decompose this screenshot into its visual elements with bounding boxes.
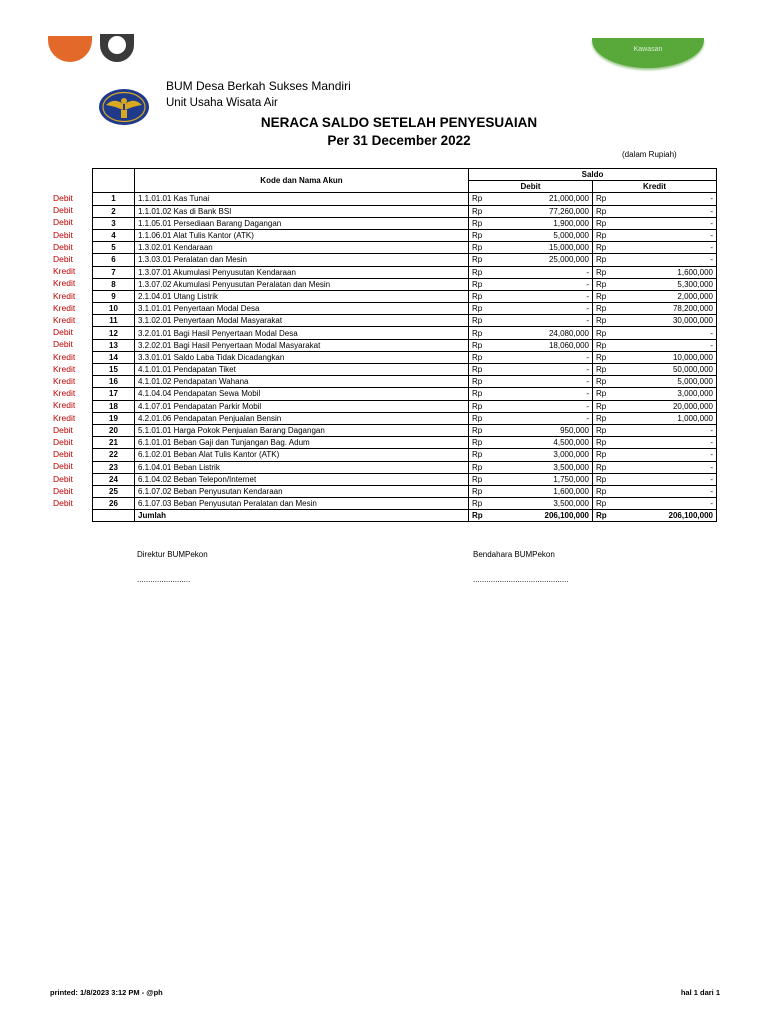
debit-amount: 21,000,000 xyxy=(491,193,593,205)
debit-amount: 18,060,000 xyxy=(491,339,593,351)
row-number: 16 xyxy=(93,376,135,388)
kredit-amount: - xyxy=(615,205,717,217)
debit-amount: 4,500,000 xyxy=(491,437,593,449)
row-number: 23 xyxy=(93,461,135,473)
kredit-amount: 1,600,000 xyxy=(615,266,717,278)
debit-amount: 15,000,000 xyxy=(491,242,593,254)
account-name: 4.1.01.01 Pendapatan Tiket xyxy=(135,364,469,376)
table-row xyxy=(93,339,717,351)
debit-currency: Rp xyxy=(469,242,491,254)
kredit-amount: 10,000,000 xyxy=(615,351,717,363)
account-name: 4.1.04.04 Pendapatan Sewa Mobil xyxy=(135,388,469,400)
kredit-amount: - xyxy=(615,193,717,205)
account-type-label: Debit xyxy=(53,241,73,252)
account-name: 1.3.03.01 Peralatan dan Mesin xyxy=(135,254,469,266)
kredit-amount: - xyxy=(615,461,717,473)
account-type-label: Kredit xyxy=(53,388,76,399)
table-row xyxy=(93,217,717,229)
account-type-label: Debit xyxy=(53,217,73,228)
row-number: 9 xyxy=(93,290,135,302)
kredit-amount: 50,000,000 xyxy=(615,364,717,376)
org-name: BUM Desa Berkah Sukses Mandiri xyxy=(166,79,351,93)
kredit-amount: 5,300,000 xyxy=(615,278,717,290)
total-label: Jumlah xyxy=(135,510,469,522)
table-row xyxy=(93,266,717,278)
account-name: 3.2.01.01 Bagi Hasil Penyertaan Modal Desa xyxy=(135,327,469,339)
account-name: 6.1.01.01 Beban Gaji dan Tunjangan Bag. Adum xyxy=(135,437,469,449)
row-number: 2 xyxy=(93,205,135,217)
debit-amount: 3,500,000 xyxy=(491,498,593,510)
kredit-currency: Rp xyxy=(593,351,615,363)
account-name: 6.1.07.03 Beban Penyusutan Peralatan dan Mesin xyxy=(135,498,469,510)
account-header: Kode dan Nama Akun xyxy=(135,169,469,193)
debit-amount: 3,500,000 xyxy=(491,461,593,473)
total-no-cell xyxy=(93,510,135,522)
account-name: 1.3.07.02 Akumulasi Penyusutan Peralatan dan Mesin xyxy=(135,278,469,290)
account-name: 3.1.01.01 Penyertaan Modal Desa xyxy=(135,303,469,315)
account-type-label: Kredit xyxy=(53,363,76,374)
account-name: 3.1.02.01 Penyertaan Modal Masyarakat xyxy=(135,315,469,327)
debit-currency: Rp xyxy=(469,400,491,412)
page-indicator: hal 1 dari 1 xyxy=(680,988,720,997)
debit-amount: - xyxy=(491,266,593,278)
account-type-label: Debit xyxy=(53,254,73,264)
account-name: 4.1.07.01 Pendapatan Parkir Mobil xyxy=(135,400,469,412)
kredit-amount: - xyxy=(615,339,717,351)
table-row xyxy=(93,278,717,290)
kredit-amount: - xyxy=(615,254,717,266)
debit-currency: Rp xyxy=(469,254,491,266)
table-row xyxy=(93,193,717,205)
kredit-amount: 2,000,000 xyxy=(615,290,717,302)
kredit-currency: Rp xyxy=(593,193,615,205)
debit-amount: - xyxy=(491,376,593,388)
debit-currency: Rp xyxy=(469,498,491,510)
currency-note: (dalam Rupiah) xyxy=(622,150,677,159)
debit-currency: Rp xyxy=(469,424,491,436)
debit-amount: - xyxy=(491,351,593,363)
kredit-currency: Rp xyxy=(593,449,615,461)
kredit-amount: - xyxy=(615,485,717,497)
kredit-currency: Rp xyxy=(593,303,615,315)
debit-amount: - xyxy=(491,303,593,315)
debit-amount: - xyxy=(491,364,593,376)
table-row xyxy=(93,364,717,376)
table-row xyxy=(93,351,717,363)
account-type-label: Debit xyxy=(53,449,73,460)
kredit-currency: Rp xyxy=(593,327,615,339)
kredit-currency: Rp xyxy=(593,412,615,424)
kredit-currency: Rp xyxy=(593,388,615,400)
debit-currency: Rp xyxy=(469,473,491,485)
debit-currency: Rp xyxy=(469,376,491,388)
account-name: 3.3.01.01 Saldo Laba Tidak Dicadangkan xyxy=(135,351,469,363)
row-number: 26 xyxy=(93,498,135,510)
debit-currency: Rp xyxy=(469,485,491,497)
kredit-amount: - xyxy=(615,242,717,254)
total-debit-currency: Rp xyxy=(469,510,491,522)
table-row xyxy=(93,400,717,412)
kredit-amount: - xyxy=(615,229,717,241)
debit-amount: - xyxy=(491,388,593,400)
table-row xyxy=(93,303,717,315)
debit-amount: 77,260,000 xyxy=(491,205,593,217)
partner-logo-dark xyxy=(100,34,134,62)
account-name: 4.1.01.02 Pendapatan Wahana xyxy=(135,376,469,388)
kredit-currency: Rp xyxy=(593,461,615,473)
kredit-currency: Rp xyxy=(593,290,615,302)
account-type-label: Kredit xyxy=(53,376,76,386)
kredit-currency: Rp xyxy=(593,437,615,449)
kredit-amount: 3,000,000 xyxy=(615,388,717,400)
account-type-label: Kredit xyxy=(53,400,76,411)
debit-currency: Rp xyxy=(469,364,491,376)
table-row xyxy=(93,229,717,241)
debit-currency: Rp xyxy=(469,217,491,229)
partner-logo-green xyxy=(592,38,704,68)
total-debit: 206,100,000 xyxy=(491,510,593,522)
row-number: 8 xyxy=(93,278,135,290)
report-title: NERACA SALDO SETELAH PENYESUAIAN xyxy=(260,115,538,130)
table-row xyxy=(93,424,717,436)
kredit-amount: - xyxy=(615,473,717,485)
debit-amount: 5,000,000 xyxy=(491,229,593,241)
debit-amount: 24,080,000 xyxy=(491,327,593,339)
director-title: Direktur BUMPekon xyxy=(137,550,208,559)
row-number: 1 xyxy=(93,193,135,205)
account-name: 6.1.02.01 Beban Alat Tulis Kantor (ATK) xyxy=(135,449,469,461)
table-row xyxy=(93,315,717,327)
total-row xyxy=(93,510,717,522)
director-signature-line: ........................ xyxy=(137,575,191,584)
table-row xyxy=(93,498,717,510)
account-name: 6.1.07.02 Beban Penyusutan Kendaraan xyxy=(135,485,469,497)
debit-currency: Rp xyxy=(469,229,491,241)
table-row xyxy=(93,327,717,339)
row-number: 15 xyxy=(93,364,135,376)
no-header xyxy=(93,169,135,193)
account-type-label: Debit xyxy=(53,437,73,447)
row-number: 12 xyxy=(93,327,135,339)
kredit-currency: Rp xyxy=(593,364,615,376)
debit-currency: Rp xyxy=(469,315,491,327)
account-name: 1.3.02.01 Kendaraan xyxy=(135,242,469,254)
table-row xyxy=(93,290,717,302)
debit-amount: 25,000,000 xyxy=(491,254,593,266)
table-row xyxy=(93,376,717,388)
logo-green-text: Kawasan xyxy=(633,46,663,53)
account-type-label: Kredit xyxy=(53,302,76,313)
row-number: 10 xyxy=(93,303,135,315)
debit-currency: Rp xyxy=(469,449,491,461)
kredit-amount: - xyxy=(615,217,717,229)
row-number: 3 xyxy=(93,217,135,229)
kredit-currency: Rp xyxy=(593,485,615,497)
kredit-currency: Rp xyxy=(593,376,615,388)
row-number: 14 xyxy=(93,351,135,363)
kredit-amount: - xyxy=(615,437,717,449)
row-number: 6 xyxy=(93,254,135,266)
account-name: 1.1.06.01 Alat Tulis Kantor (ATK) xyxy=(135,229,469,241)
row-number: 21 xyxy=(93,437,135,449)
kredit-currency: Rp xyxy=(593,473,615,485)
account-type-label: Debit xyxy=(53,205,73,216)
table-row xyxy=(93,412,717,424)
account-name: 6.1.04.01 Beban Listrik xyxy=(135,461,469,473)
row-number: 5 xyxy=(93,242,135,254)
kredit-amount: - xyxy=(615,498,717,510)
kredit-amount: - xyxy=(615,449,717,461)
kredit-currency: Rp xyxy=(593,217,615,229)
debit-amount: - xyxy=(491,315,593,327)
debit-currency: Rp xyxy=(469,290,491,302)
debit-currency: Rp xyxy=(469,303,491,315)
debit-amount: - xyxy=(491,400,593,412)
table-row xyxy=(93,388,717,400)
kredit-currency: Rp xyxy=(593,229,615,241)
row-number: 18 xyxy=(93,400,135,412)
table-row xyxy=(93,485,717,497)
header-row-1 xyxy=(93,169,717,181)
row-number: 22 xyxy=(93,449,135,461)
row-number: 4 xyxy=(93,229,135,241)
account-name: 2.1.04.01 Utang Listrik xyxy=(135,290,469,302)
kredit-currency: Rp xyxy=(593,498,615,510)
table-row xyxy=(93,242,717,254)
partner-logo-orange xyxy=(48,36,92,62)
kredit-currency: Rp xyxy=(593,254,615,266)
kredit-currency: Rp xyxy=(593,315,615,327)
debit-amount: 950,000 xyxy=(491,424,593,436)
total-kredit-currency: Rp xyxy=(593,510,615,522)
kredit-amount: 5,000,000 xyxy=(615,376,717,388)
debit-currency: Rp xyxy=(469,437,491,449)
row-number: 11 xyxy=(93,315,135,327)
account-type-label: Debit xyxy=(53,229,73,240)
debit-currency: Rp xyxy=(469,412,491,424)
printed-info: printed: 1/8/2023 3:12 PM - @ph xyxy=(50,988,163,997)
debit-currency: Rp xyxy=(469,351,491,363)
treasurer-title: Bendahara BUMPekon xyxy=(473,550,555,559)
kredit-currency: Rp xyxy=(593,242,615,254)
kredit-amount: 30,000,000 xyxy=(615,315,717,327)
debit-amount: - xyxy=(491,278,593,290)
treasurer-signature-line: ........................................... xyxy=(473,575,569,584)
debit-amount: 1,600,000 xyxy=(491,485,593,497)
account-type-label: Debit xyxy=(53,424,73,435)
row-number: 19 xyxy=(93,412,135,424)
row-number: 17 xyxy=(93,388,135,400)
kredit-amount: 78,200,000 xyxy=(615,303,717,315)
report-period: Per 31 December 2022 xyxy=(327,133,471,148)
account-type-label: Debit xyxy=(53,498,73,508)
kredit-currency: Rp xyxy=(593,278,615,290)
debit-currency: Rp xyxy=(469,266,491,278)
account-name: 1.1.01.02 Kas di Bank BSI xyxy=(135,205,469,217)
account-name: 1.1.05.01 Persediaan Barang Dagangan xyxy=(135,217,469,229)
debit-currency: Rp xyxy=(469,339,491,351)
account-name: 1.1.01.01 Kas Tunai xyxy=(135,193,469,205)
account-type-label: Kredit xyxy=(53,290,76,301)
kredit-amount: - xyxy=(615,424,717,436)
kredit-amount: - xyxy=(615,327,717,339)
row-number: 7 xyxy=(93,266,135,278)
kredit-currency: Rp xyxy=(593,339,615,351)
trial-balance-table xyxy=(92,168,717,522)
account-type-label: Debit xyxy=(53,485,73,496)
total-kredit: 206,100,000 xyxy=(615,510,717,522)
table-row xyxy=(93,205,717,217)
debit-currency: Rp xyxy=(469,461,491,473)
table-row xyxy=(93,254,717,266)
debit-amount: 1,750,000 xyxy=(491,473,593,485)
account-type-label: Debit xyxy=(53,193,73,203)
account-name: 4.2.01.06 Pendapatan Penjualan Bensin xyxy=(135,412,469,424)
debit-currency: Rp xyxy=(469,278,491,290)
debit-amount: - xyxy=(491,412,593,424)
account-type-label: Debit xyxy=(53,339,73,350)
table-row xyxy=(93,473,717,485)
account-type-label: Kredit xyxy=(53,266,76,277)
debit-amount: 3,000,000 xyxy=(491,449,593,461)
account-type-label: Kredit xyxy=(53,412,76,423)
debit-currency: Rp xyxy=(469,193,491,205)
row-number: 20 xyxy=(93,424,135,436)
debit-currency: Rp xyxy=(469,327,491,339)
kredit-currency: Rp xyxy=(593,424,615,436)
debit-header: Debit xyxy=(469,181,593,193)
account-type-label: Debit xyxy=(53,461,73,472)
account-name: 3.2.02.01 Bagi Hasil Penyertaan Modal Masyarakat xyxy=(135,339,469,351)
debit-amount: - xyxy=(491,290,593,302)
account-name: 1.3.07.01 Akumulasi Penyusutan Kendaraan xyxy=(135,266,469,278)
row-number: 25 xyxy=(93,485,135,497)
kredit-header: Kredit xyxy=(593,181,717,193)
kredit-currency: Rp xyxy=(593,205,615,217)
kredit-amount: 1,000,000 xyxy=(615,412,717,424)
table-row xyxy=(93,449,717,461)
row-number: 13 xyxy=(93,339,135,351)
debit-currency: Rp xyxy=(469,388,491,400)
kredit-currency: Rp xyxy=(593,266,615,278)
account-type-label: Debit xyxy=(53,327,73,338)
table-row xyxy=(93,461,717,473)
table-row xyxy=(93,437,717,449)
saldo-header: Saldo xyxy=(469,169,717,181)
account-type-label: Kredit xyxy=(53,278,76,289)
row-number: 24 xyxy=(93,473,135,485)
unit-name: Unit Usaha Wisata Air xyxy=(166,97,278,109)
kredit-amount: 20,000,000 xyxy=(615,400,717,412)
account-name: 5.1.01.01 Harga Pokok Penjualan Barang Dagangan xyxy=(135,424,469,436)
account-type-label: Kredit xyxy=(53,315,76,325)
account-type-label: Kredit xyxy=(53,351,76,362)
account-type-label: Debit xyxy=(53,473,73,484)
debit-amount: 1,900,000 xyxy=(491,217,593,229)
kredit-currency: Rp xyxy=(593,400,615,412)
debit-currency: Rp xyxy=(469,205,491,217)
account-name: 6.1.04.02 Beban Telepon/Internet xyxy=(135,473,469,485)
